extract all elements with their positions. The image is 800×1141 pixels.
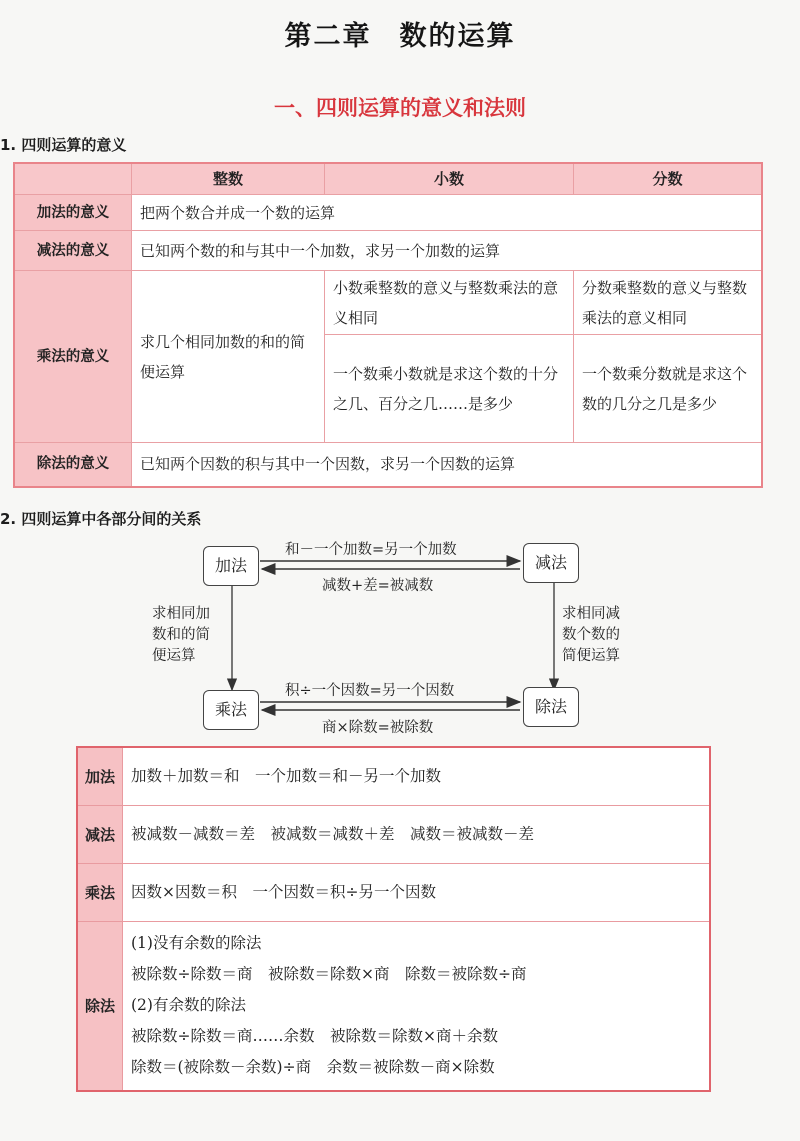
edge-label-add-to-mul: 求相同加 数和的简 便运算 [152,606,210,664]
row-label-mul: 乘法的意义 [14,271,132,443]
mul-integer: 求几个相同加数的和的简便运算 [132,271,325,443]
node-sub: 减法 [523,543,579,583]
header-fraction: 分数 [574,163,763,195]
rule-label-sub: 减法 [77,805,123,863]
header-decimal: 小数 [325,163,574,195]
div-rule-line: 被除数÷除数＝商……余数 被除数＝除数×商＋余数 [131,1027,498,1046]
edge-label-div-to-mul: 商×除数=被除数 [322,720,434,736]
div-rule-line: (2)有余数的除法 [131,996,246,1015]
edge-label-mul-to-div: 积÷一个因数=另一个因数 [285,683,455,699]
rule-label-add: 加法 [77,747,123,805]
node-div: 除法 [523,687,579,727]
table-row [77,863,710,921]
rule-label-mul: 乘法 [77,863,123,921]
rule-label-div: 除法 [77,921,123,1091]
table-row [14,231,762,271]
header-integer: 整数 [132,163,325,195]
table-row [14,443,762,487]
edge-label-add-to-sub: 和－一个加数=另一个加数 [285,542,457,558]
add-meaning: 把两个数合并成一个数的运算 [132,195,763,231]
table-row [14,195,762,231]
node-add: 加法 [203,546,259,586]
operation-rules-table [76,746,711,1092]
rule-sub: 被减数－减数＝差 被减数＝减数＋差 减数＝被减数－差 [123,805,711,863]
mul-decimal-1: 小数乘整数的意义与整数乘法的意义相同 [325,271,574,335]
subsection-title-2: 2. 四则运算中各部分间的关系 [0,510,202,528]
mul-fraction-2: 一个数乘分数就是求这个数的几分之几是多少 [574,335,763,443]
rule-div [123,921,711,1091]
div-rule-line: 被除数÷除数＝商 被除数＝除数×商 除数＝被除数÷商 [131,965,527,984]
table-row [77,747,710,805]
table-row [77,921,710,1091]
table-row [14,271,762,335]
row-label-sub: 减法的意义 [14,231,132,271]
table-header-row [14,163,762,195]
mul-fraction-1: 分数乘整数的意义与整数乘法的意义相同 [574,271,763,335]
operation-meaning-table [13,162,763,488]
div-meaning: 已知两个因数的积与其中一个因数，求另一个因数的运算 [132,443,763,487]
rule-mul: 因数×因数＝积 一个因数＝积÷另一个因数 [123,863,711,921]
edge-label-sub-to-div: 求相同减 数个数的 简便运算 [562,606,620,664]
chapter-number: 第二章 [284,21,372,52]
sub-meaning: 已知两个数的和与其中一个加数，求另一个加数的运算 [132,231,763,271]
mul-decimal-2: 一个数乘小数就是求这个数的十分之几、百分之几……是多少 [325,335,574,443]
subsection-title-1: 1. 四则运算的意义 [0,136,127,154]
section-title: 一、四则运算的意义和法则 [274,95,526,120]
rule-add: 加数＋加数＝和 一个加数＝和－另一个加数 [123,747,711,805]
table-row [77,805,710,863]
row-label-div: 除法的意义 [14,443,132,487]
node-mul: 乘法 [203,690,259,730]
div-rule-line: (1)没有余数的除法 [131,934,262,953]
div-rule-line: 除数＝(被除数－余数)÷商 余数＝被除数－商×除数 [131,1058,495,1077]
chapter-title [0,14,800,53]
edge-label-sub-to-add: 减数+差=被减数 [322,578,434,594]
row-label-add: 加法的意义 [14,195,132,231]
chapter-name: 数的运算 [399,21,516,52]
header-corner [14,163,132,195]
